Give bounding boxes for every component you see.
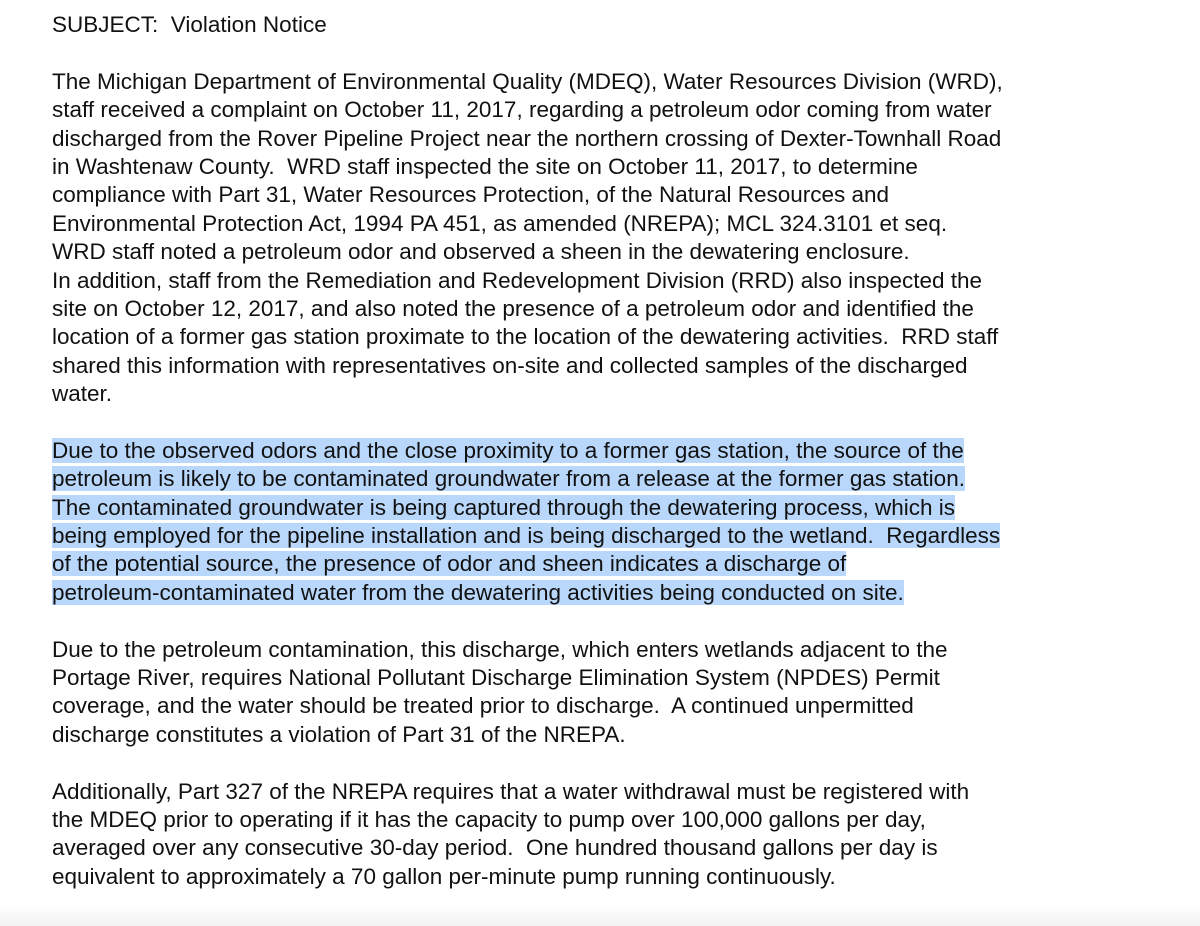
highlighted-line[interactable] [52,579,1172,607]
subject-line: SUBJECT: Violation Notice [52,12,327,37]
highlighted-line[interactable] [52,522,1172,550]
text-line: Environmental Protection Act, 1994 PA 451, as amended (NREPA); MCL 324.3101 et seq. [52,210,948,236]
text-line: the MDEQ prior to operating if it has the capacity to pump over 100,000 gallons per day, [52,806,926,832]
text-line: In addition, staff from the Remediation and Redevelopment Division (RRD) also inspected the [52,267,983,293]
text-line: location of a former gas station proximate to the location of the dewatering activities. RRD staff [52,324,999,350]
highlighted-line[interactable] [52,550,1172,578]
text-line: discharge constitutes a violation of Part 31 of the NREPA. [52,721,626,747]
text-line: The Michigan Department of Environmental Quality (MDEQ), Water Resources Division (WRD), [52,68,1003,94]
text-line: averaged over any consecutive 30-day period. One hundred thousand gallons per day is [52,835,938,861]
text-line: site on October 12, 2017, and also noted the presence of a petroleum odor and identified the [52,295,974,321]
text-line: discharged from the Rover Pipeline Project near the northern crossing of Dexter-Townhall Road [52,125,1002,151]
highlighted-text[interactable]: being employed for the pipeline installation and is being discharged to the wetland. Regardless [52,523,1001,549]
text-line: coverage, and the water should be treated prior to discharge. A continued unpermitted [52,693,914,719]
highlighted-text[interactable]: petroleum is likely to be contaminated groundwater from a release at the former gas station. [52,466,965,492]
text-line: water. [52,381,113,407]
highlighted-line[interactable] [52,465,1172,493]
paragraph-highlighted-selection[interactable] [52,437,1172,607]
text-line: shared this information with representatives on-site and collected samples of the discharged [52,352,968,378]
text-line: WRD staff noted a petroleum odor and observed a sheen in the dewatering enclosure. [52,239,910,265]
text-line: Due to the petroleum contamination, this discharge, which enters wetlands adjacent to the [52,636,948,662]
text-line: equivalent to approximately a 70 gallon per-minute pump running continuously. [52,863,836,889]
text-line: Additionally, Part 327 of the NREPA requires that a water withdrawal must be registered with [52,778,970,804]
paragraph-gap [52,39,1172,67]
text-line: staff received a complaint on October 11, 2017, regarding a petroleum odor coming from water [52,97,992,123]
highlighted-line[interactable] [52,494,1172,522]
document-body [52,11,1172,891]
paragraph-water-withdrawal [52,778,1172,892]
page-bottom-shadow [0,904,1200,926]
paragraph-gap [52,749,1172,777]
highlighted-text[interactable]: Due to the observed odors and the close proximity to a former gas station, the source of the [52,437,964,463]
paragraph-inspection [52,68,1172,409]
highlighted-text[interactable]: of the potential source, the presence of odor and sheen indicates a discharge of [52,551,847,577]
highlighted-text[interactable]: The contaminated groundwater is being captured through the dewatering process, which is [52,494,956,520]
text-line: in Washtenaw County. WRD staff inspected the site on October 11, 2017, to determine [52,153,918,179]
highlighted-line[interactable] [52,437,1172,465]
paragraph-npdes [52,636,1172,750]
highlighted-text[interactable]: petroleum-contaminated water from the dewatering activities being conducted on site. [52,579,904,605]
paragraph-gap [52,607,1172,635]
text-line: compliance with Part 31, Water Resources Protection, of the Natural Resources and [52,182,890,208]
paragraph-gap [52,408,1172,436]
text-line: Portage River, requires National Pollutant Discharge Elimination System (NPDES) Permit [52,664,940,690]
